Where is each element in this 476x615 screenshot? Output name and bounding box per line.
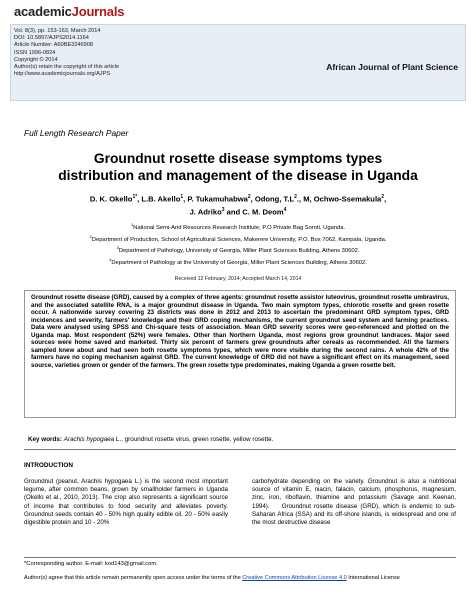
- paper-title: [10, 150, 466, 184]
- author-line: J. Adriko$^3$ and C. M. Deom$^4$: [189, 206, 287, 217]
- intro-column-right: carbohydrate depending on the variety. Groundnut is also a nutritional source of vitamin E, niacin, falacin, calcium, phosphorus, magnesium, zinc, iron, riboflavin, thiamine and potassium (Savage and Keenan, 1994). Groundnut rosette disease (GRD), which is endemic to sub-Saharan Africa (SSA) and its off-shore islands, is widespread and one of the most destructive disease: [252, 478, 456, 527]
- title-line: distribution and management of the disease in Uganda: [58, 168, 418, 183]
- meta-line: Vol. 8(3), pp. 153-163, March 2014: [14, 28, 101, 34]
- divider: [24, 449, 456, 450]
- section-heading-introduction: INTRODUCTION: [24, 462, 73, 469]
- intro-column-left: Groundnut (peanut, Arachis hypogaea L.) is the second most important legume, after common beans, grown by smallholder farmers in Uganda (Okello et al., 2010, 2013). The crop also represents a significant source of income that contributes to food security and alleviates poverty. Groundnut seeds contain 40 - 50% high quality edible oil, 20 - 50% easily digestible protein and 10 - 20%: [24, 478, 228, 527]
- meta-url-link[interactable]: http://www.academicjournals.org/AJPS: [14, 71, 111, 78]
- affiliation-item: $^2$Department of Production, School of Agricultural Sciences, Makerere University, P.O. Box 7062, Kampala, Uganda.: [89, 233, 387, 243]
- corresponding-author-footnote: *Corresponding author. E-mail: kod143@gmail.com.: [24, 561, 158, 567]
- meta-line: DOI: 10.5897/AJPS2014.1164: [14, 35, 89, 42]
- meta-line: ISSN 1996-0824: [14, 49, 56, 56]
- author-list: [30, 192, 446, 217]
- title-line: Groundnut rosette disease symptoms types: [93, 151, 383, 166]
- keywords-rest: L., groundnut rosette virus, green rosette, yellow rosette.: [114, 436, 274, 443]
- keywords-italic: Arachis hypogaea: [63, 436, 115, 443]
- affiliation-item: $^3$Department of Pathology, University of Georgia, Miller Plant Sciences Building, Athens 30602.: [116, 245, 360, 255]
- affiliation-item: $^4$Department of Pathology at the University of Georgia, Miller Plant Sciences Building, Athens 30602.: [109, 257, 367, 267]
- logo-part-academic: academic: [14, 4, 72, 19]
- keywords-label: Key words:: [28, 436, 62, 443]
- received-dates: Received 12 February, 2014; Accepted March 14, 2014: [174, 276, 302, 282]
- journal-logo: [14, 4, 124, 19]
- journal-name: African Journal of Plant Science: [326, 62, 458, 72]
- affiliation-item: $^1$National Semi-Arid Resources Research Institute, P.O Private Bag Soroti, Uganda.: [130, 222, 346, 231]
- logo-part-journals: Journals: [71, 4, 125, 19]
- footnote-divider: [24, 557, 456, 558]
- license-link[interactable]: Creative Commons Attribution License 4.0: [242, 575, 347, 581]
- meta-line: Copyright © 2014: [14, 56, 58, 63]
- keywords: [28, 436, 273, 443]
- meta-line: Author(s) retain the copyright of this article: [14, 64, 120, 71]
- affiliations: [10, 221, 466, 268]
- license-note: Author(s) agree that this article remain permanently open access under the terms of the Creative Commons Attribution License 4.0 International License: [24, 575, 400, 581]
- author-line: D. K. Okello$^{1*}$, L.B. Akello$^1$, P. Tukamuhabwa$^2$, Odong, $T.L^2$., M, Ochwo-Ssemakula$^2$,: [89, 194, 387, 204]
- abstract-box: [24, 290, 456, 418]
- meta-line: Article Number: A60BE3246908: [14, 42, 93, 49]
- abstract-text: Groundnut rosette disease (GRD), caused by a complex of three agents: groundnut rosette assistor luteovirus, groundnut rosette umbravirus, and the associated satellite RNA, is a major groundnut disease in Uganda. Two main symptom types, chlorotic rosette and green rosette occur. A nationwide survey covering 23 districts was done in 2012 and 2013 to ascertain the predominant GRD symptom types, GRD incidences and severity, farmers' knowledge and their GRD coping mechanisms, the current groundnut seed system and farming practices. Data were analysed using SPSS and Chi-square tests of association. Mean GRD severity scores were geo-referenced and plotted on the Uganda map. Most respondent (52%) were females. Other than Northern Uganda, most regions grow groundnut landraces. Major seed sources were home saved and marketed. Thirty six percent of farmers grew groundnuts after cereals as recommended. All the farmers sampled knew about and had seen both rosette symptoms types, which were more visible during the second rains. A whole 42% of the farmers have no coping mechanism against GRD. The current knowledge of GRD did not have a significant effect on its management, seed source, varieties grown or gender of the farmers. The green rosette type predominates, making Uganda a green rosette belt.: [31, 294, 449, 369]
- paper-type: Full Length Research Paper: [24, 128, 129, 138]
- article-meta: [14, 28, 119, 78]
